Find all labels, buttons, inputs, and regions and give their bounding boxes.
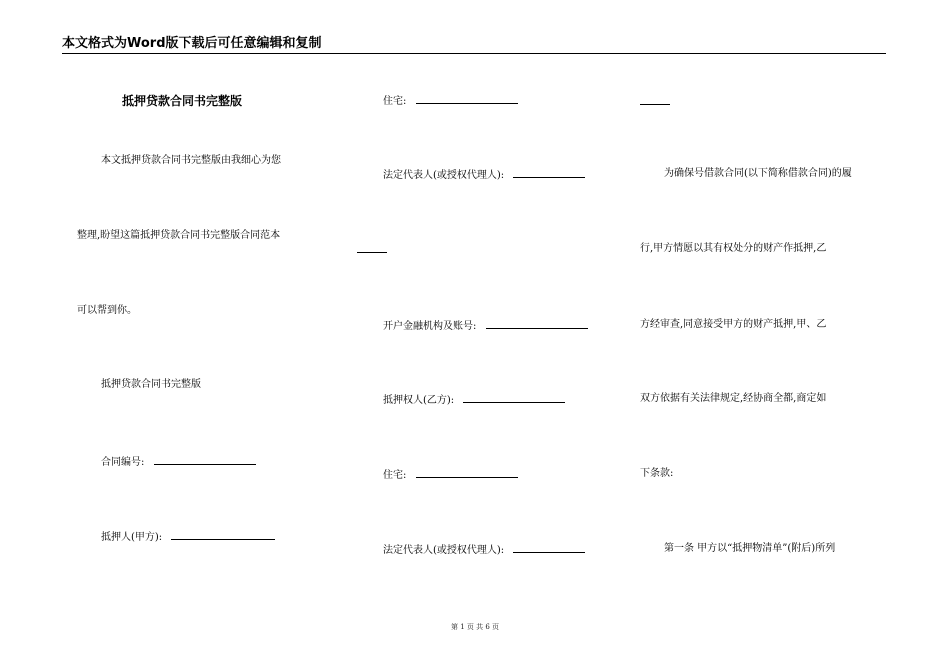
contract-no-field bbox=[101, 454, 256, 470]
document-title: 抵押贷款合同书完整版 bbox=[122, 94, 243, 108]
clause-line-4: 双方依据有关法律规定,经协商全都,商定如 bbox=[640, 393, 827, 404]
intro-line-1: 本文抵押贷款合同书完整版由我细心为您 bbox=[101, 155, 281, 166]
address-2-field bbox=[383, 467, 518, 483]
contract-no-blank bbox=[154, 454, 256, 465]
mortgagee-field bbox=[383, 392, 565, 408]
column-3-top-blank bbox=[640, 104, 670, 105]
contract-subtitle: 抵押贷款合同书完整版 bbox=[101, 379, 201, 390]
legal-rep-1-continuation-blank bbox=[357, 252, 387, 253]
legal-rep-2-blank bbox=[513, 542, 585, 553]
address-1-field bbox=[383, 93, 518, 109]
clause-line-5: 下条款: bbox=[640, 468, 674, 479]
clause-line-6: 第一条 甲方以“抵押物清单”(附后)所列 bbox=[664, 543, 836, 554]
clause-line-1: 为确保号借款合同(以下简称借款合同)的履 bbox=[664, 168, 852, 179]
legal-rep-2-label: 法定代表人(或授权代理人): bbox=[383, 545, 505, 556]
clause-line-3: 方经审查,同意接受甲方的财产抵押,甲、乙 bbox=[640, 319, 827, 330]
intro-line-2: 整理,盼望这篇抵押贷款合同书完整版合同范本 bbox=[77, 230, 281, 241]
header-rule bbox=[62, 53, 886, 54]
bank-account-label: 开户金融机构及账号: bbox=[383, 321, 477, 332]
mortgagor-label: 抵押人(甲方): bbox=[101, 532, 163, 543]
address-1-label: 住宅: bbox=[383, 96, 407, 107]
mortgagee-label: 抵押权人(乙方): bbox=[383, 395, 455, 406]
page-footer: 第 1 页 共 6 页 bbox=[450, 623, 500, 631]
legal-rep-1-label: 法定代表人(或授权代理人): bbox=[383, 170, 505, 181]
address-2-blank bbox=[416, 467, 518, 478]
address-2-label: 住宅: bbox=[383, 470, 407, 481]
legal-rep-1-blank bbox=[513, 167, 585, 178]
bank-account-blank bbox=[486, 318, 588, 329]
intro-line-3: 可以帮到你。 bbox=[77, 305, 137, 316]
clause-line-2: 行,甲方情愿以其有权处分的财产作抵押,乙 bbox=[640, 243, 827, 254]
mortgagor-blank bbox=[171, 529, 275, 540]
page-header: 本文格式为Word版下载后可任意编辑和复制 bbox=[62, 36, 322, 51]
bank-account-field bbox=[383, 318, 588, 334]
mortgagee-blank bbox=[463, 392, 565, 403]
legal-rep-1-field bbox=[383, 167, 585, 183]
address-1-blank bbox=[416, 93, 518, 104]
legal-rep-2-field bbox=[383, 542, 585, 558]
contract-no-label: 合同编号: bbox=[101, 457, 145, 468]
mortgagor-field bbox=[101, 529, 275, 545]
